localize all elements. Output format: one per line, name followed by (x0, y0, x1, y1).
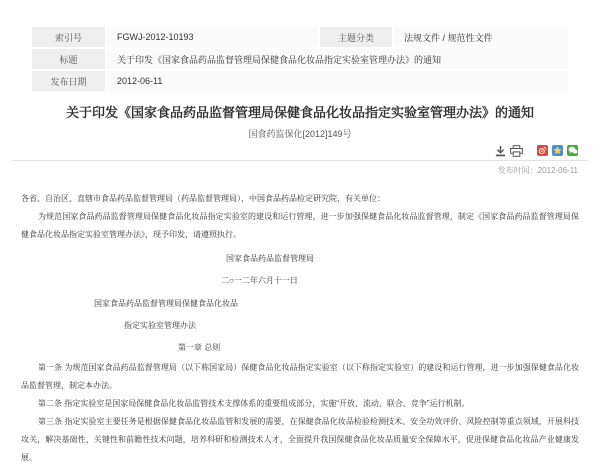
meta-row-index (32, 27, 568, 47)
measure-title-line2: 指定实验室管理办法 (124, 321, 196, 330)
salutation-paragraph: 各省、自治区、直辖市食品药品监督管理局（药品监督管理局），中国食品药品检定研究院，有关单位： (21, 194, 385, 203)
article-1-paragraph: 第一条 为规范国家食品药品监督管理局（以下称国家局）保健食品化妆品指定实验室（以下称指定实验室）的建设和运行管理，进一步加强保健食品化妆品监督管理，制定本办法。 (21, 363, 579, 390)
publish-date-label: 发布日期 (32, 71, 105, 91)
publish-time-text: 发布时间：2012-06-11 (497, 166, 578, 175)
print-icon[interactable] (510, 145, 523, 157)
meta-row-title (32, 49, 568, 69)
document-number: 国食药监保化[2012]149号 (248, 129, 352, 139)
notice-body (21, 190, 579, 467)
topic-category-label: 主题分类 (320, 27, 392, 47)
article-3-paragraph: 第三条 指定实验室主要任务是根据保健食品化妆品监管和发展的需要，在保健食品化妆品检验检测技术、安全功效评价、风险控制等重点领域，开展科技攻关，解决基础性、关键性和前瞻性技术问题，培养科研和检测技术人才，全面提升我国保健食品化妆品质量安全保障水平，促进保健食品化妆品产业健康发展。 (21, 417, 579, 462)
share-toolbar (20, 144, 578, 157)
intro-paragraph: 为规范国家食品药品监督管理局保健食品化妆品指定实验室的建设和运行管理，进一步加强保健食品化妆品监督管理，制定《国家食品药品监督管理局保健食品化妆品指定实验室管理办法》，现予印发，请遵照执行。 (21, 212, 579, 239)
document-meta-table (30, 25, 570, 93)
chapter-1-heading: 第一章 总则 (178, 343, 221, 352)
page-title: 关于印发《国家食品药品监督管理局保健食品化妆品指定实验室管理办法》的通知 (65, 105, 534, 120)
download-icon[interactable] (495, 145, 506, 157)
article-2-paragraph: 第二条 指定实验室是国家局保健食品化妆品监管技术支撑体系的重要组成部分，实施“开放、流动、联合、竞争”运行机制。 (38, 399, 470, 408)
header-divider (12, 160, 588, 161)
title-value: 关于印发《国家食品药品监督管理局保健食品化妆品指定实验室管理办法》的通知 (107, 49, 568, 69)
topic-category-value: 法规文件 / 规范性文件 (394, 27, 568, 47)
measure-title-line1: 国家食品药品监督管理局保健食品化妆品 (94, 299, 238, 308)
index-number-value: FGWJ-2012-10193 (107, 27, 318, 47)
title-label: 标题 (32, 49, 105, 69)
weibo-share-icon[interactable] (537, 145, 548, 156)
publish-date-value: 2012-06-11 (107, 71, 568, 91)
wechat-share-icon[interactable] (567, 145, 578, 156)
meta-row-date (32, 71, 568, 91)
index-number-label: 索引号 (32, 27, 105, 47)
qzone-share-icon[interactable] (552, 145, 563, 156)
signer-line: 国家食品药品监督管理局 (226, 254, 314, 263)
page (0, 25, 600, 475)
sign-date-line: 二○一二年六月十一日 (221, 276, 298, 285)
